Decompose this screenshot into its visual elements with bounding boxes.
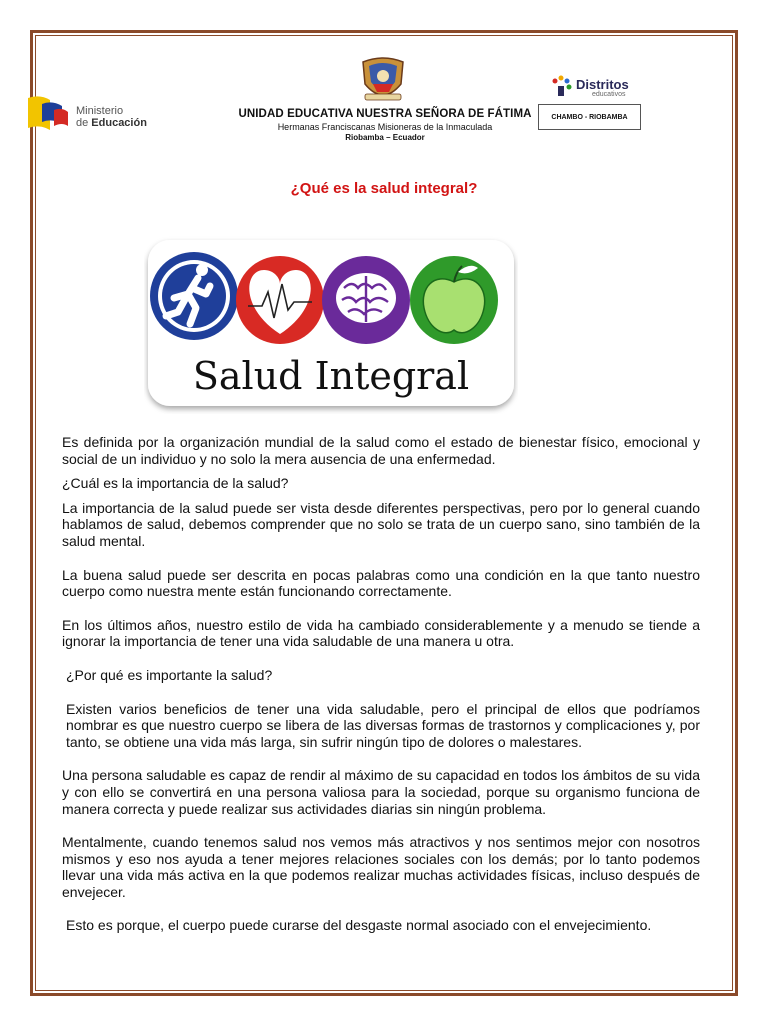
banner-caption: Salud Integral: [192, 354, 470, 398]
body-content: [62, 434, 700, 934]
paragraph-definition: Es definida por la organización mundial de la salud como el estado de bienestar físico, emocional y social de un individuo y no solo la mera ausencia de una enfermedad.: [62, 434, 700, 467]
heart-pulse-icon: [236, 256, 324, 344]
question-why-important: ¿Por qué es importante la salud?: [66, 666, 273, 683]
ecuador-flag-logo-icon: [26, 94, 70, 134]
school-header: [200, 108, 570, 142]
paragraph-importance: La importancia de la salud puede ser vista desde diferentes perspectivas, pero por lo general cuando hablamos de salud, debemos comprender que no solo se trata de un cuerpo sano, sino también de la salud mental.: [62, 499, 700, 549]
paragraph-mental: Mentalmente, cuando tenemos salud nos vemos más atractivos y nos sentimos mejor con nosotros mismos y eso nos ayuda a tener mejores relaciones sociales con los demás; por lo tanto podemos llevar una vida más activa en la que podemos realizar muchas actividades físicas, incluso después de envejecer.: [62, 834, 700, 900]
running-person-icon: [150, 252, 238, 340]
school-crest-icon: [355, 54, 411, 106]
paragraph-benefits: Existen varios beneficios de tener una vida saludable, pero el principal de ellos que podríamos nombrar es que nuestro cuerpo se libera de las diversas formas de trastornos y complicaciones y, por tanto, se obtiene una vida más larga, sin sufrir ningún tipo de dolores o malestares.: [66, 700, 700, 750]
distritos-logo: Distritos educativos: [548, 74, 638, 102]
salud-integral-banner: [144, 236, 518, 414]
apple-icon: [410, 256, 498, 344]
ministerio-logo: [26, 94, 156, 138]
paragraph-good-health: La buena salud puede ser descrita en pocas palabras como una condición en la que tanto nuestro cuerpo como nuestra mente están funcionando correctamente.: [62, 566, 700, 600]
district-box: CHAMBO - RIOBAMBA: [538, 104, 641, 130]
ministerio-text: Ministerio de Educación: [76, 105, 147, 129]
distritos-mark-icon: [548, 74, 574, 100]
paragraph-aging: Esto es porque, el cuerpo puede curarse del desgaste normal asociado con el envejecimiento.: [66, 917, 652, 934]
page-title: ¿Qué es la salud integral?: [290, 180, 478, 197]
school-subtitle: Hermanas Franciscanas Misioneras de la Inmaculada: [277, 122, 493, 132]
question-importance: ¿Cuál es la importancia de la salud?: [62, 475, 289, 492]
paragraph-lifestyle: En los últimos años, nuestro estilo de vida ha cambiado considerablemente y a menudo se tiende a ignorar la importancia de tener una vida saludable de una manera u otra.: [62, 616, 700, 650]
paragraph-healthy-person: Una persona saludable es capaz de rendir al máximo de su capacidad en todos los ámbitos de su vida y con ello se convertirá en una persona valiosa para la sociedad, porque su organismo funciona de manera correcta y puede realizar sus actividades diarias sin ningún problema.: [62, 767, 700, 817]
school-city: Riobamba – Ecuador: [345, 133, 425, 142]
brain-icon: [322, 256, 410, 344]
school-name: UNIDAD EDUCATIVA NUESTRA SEÑORA DE FÁTIMA: [238, 108, 532, 120]
